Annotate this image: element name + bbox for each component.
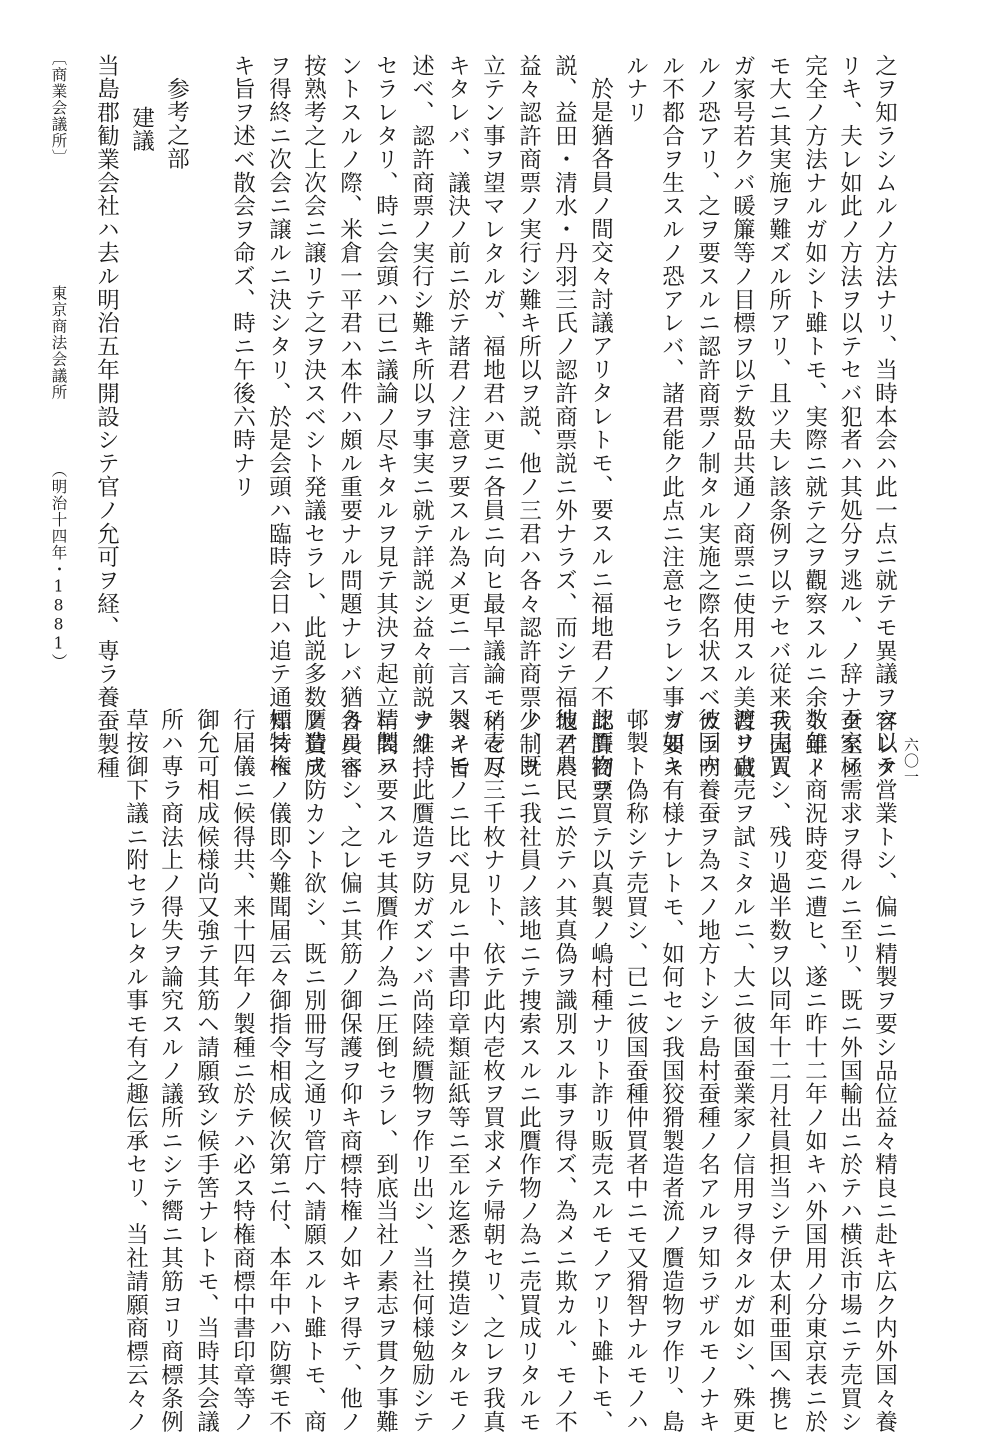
top-column: ガ家号若クバ暖簾等ノ目標ヲ以テ数品共通ノ商票ニ使用スル美習ヲ破 [729,54,756,780]
bottom-column: 蚕家ノ需求ヲ得ルニ至リ、既ニ外国輸出ニ於テハ横浜市場ニテ売買シ [836,708,863,1433]
top-column: 之ヲ知ラシムルノ方法ナリ、当時本会ハ此一点ニ就テモ異議ヲ容レタ [871,54,898,780]
top-column: ントスルノ際、米倉一平君ハ本件ハ頗ル重要ナル問題ナレバ猶各員審 [336,54,363,780]
top-column: 当島郡勧業会社ハ去ル明治五年開設シテ官ノ允可ヲ経、専ラ養蚕製種 [93,54,120,780]
section-subheading: 建議 [128,106,155,153]
bottom-column: ガ如キ有様ナレトモ、如何セン我国狡猾製造者流ノ贋造物ヲ作リ、島 [658,708,685,1433]
bottom-column: 標特権ノ儀即今難聞届云々御指令相成候次第ニ付、本年中ハ防禦モ不 [265,708,292,1433]
top-column: セラレタリ、時ニ会頭ハ已ニ議論ノ尽キタルヲ見テ其決ヲ起立ニ問ハ [372,54,399,780]
footer-category: 〔商業会議所〕 [49,50,68,166]
bottom-column: 製ノモノニ比べ見ルニ中書印章類証紙等ニ至ル迄悉ク摸造シタルモノ [444,708,471,1433]
bottom-column: 邨製ト偽称シテ売買シ、已ニ彼国蚕種仲買者中ニモ又猾智ナルモノハ [622,708,649,1433]
top-column: モ大ニ其実施ヲ難ズル所アリ、且ツ夫レ該条例ヲ以テセバ従来我国人 [765,54,792,780]
footer-date: （明治十四年・1881） [49,462,68,670]
bottom-column: 数年ノ商況時変ニ遭ヒ、遂ニ昨十二年ノ如キハ外国用ノ分東京表ニ於 [801,708,828,1433]
bottom-column: 精製ヲ要スルモ其贋作ノ為ニ圧倒セラレ、到底当社ノ素志ヲ貫ク事難 [372,708,399,1433]
top-column: 立テン事ヲ望マレタルガ、福地君ハ更ニ各員ニ向ヒ最早議論モ稍々尽 [479,54,506,780]
bottom-column: 贋造ヲ防カント欲シ、既ニ別冊写之通リ管庁ヘ請願スルト雖トモ、商 [300,708,327,1433]
bottom-column: 所ハ専ラ商法上ノ得失ヲ論究スルノ議所ニシテ嚮ニ其筋ヨリ商標条例 [157,708,184,1433]
section-heading: 参考之部 [163,77,190,171]
top-column: 益々認許商票ノ実行シ難キ所以ヲ説、他ノ三君ハ各々認許商票ノ制ヲ [515,54,542,780]
bottom-column: 此贋物ヲ買テ以真製ノ嶋村種ナリト詐リ販売スルモノアリト雖トモ、 [587,708,614,1433]
bottom-column: 彼国内養蚕ヲ為スノ地方トシテ島村蚕種ノ名アルヲ知ラザルモノナキ [694,708,721,1433]
top-column: 完全ノ方法ナルガ如シト雖トモ、実際ニ就テ之ヲ觀察スルニ余ト雖ト [801,54,828,780]
bottom-column: テ売買シ、残リ過半数ヲ以同年十二月社員担当シテ伊太利亜国ヘ携ヒ [765,708,792,1433]
top-column: ルノ恐アリ、之ヲ要スルニ認許商票ノ制タル実施之際名状スベカラザ [694,54,721,780]
bottom-column: ナリ、此贋造ヲ防ガズンバ尚陸続贋物ヲ作リ出シ、当社何様勉励シテ [408,708,435,1433]
bottom-column: 御允可相成候様尚又強テ其筋ヘ請願致シ候手筈ナレトモ、当時其会議 [193,708,220,1433]
bottom-column: ノ壱万三千枚ナリト、依テ此内壱枚ヲ買求メテ帰朝セリ、之レヲ我真 [479,708,506,1433]
top-column: リキ、夫レ如此ノ方法ヲ以テセバ犯者ハ其処分ヲ逃ル、ノ辞ナク至極 [836,54,863,780]
bottom-column: 草按御下議ニ附セラレタル事モ有之趣伝承セリ、当社請願商標云々ノ [122,708,149,1433]
bottom-column: カルヘシ、之レ偏ニ其筋ノ御保護ヲ仰キ商標特権ノ如キヲ得テ、他ノ [336,708,363,1433]
bottom-column: 行届儀ニ候得共、来十四年ノ製種ニ於テハ必ス特権商標中書印章等ノ [229,708,256,1433]
top-column: キタレバ、議決ノ前ニ於テ諸君ノ注意ヲ要スル為メ更ニ一言スベキ旨 [444,54,471,780]
page-number: 六〇一 [902,737,920,785]
bottom-column: 渡リ直売ヲ試ミタルニ、大ニ彼国蚕業家ノ信用ヲ得タルガ如シ、殊更 [729,708,756,1433]
top-column: 述ベ、認許商票ノ実行シ難キ所以ヲ事実ニ就テ詳説シ益々前説ヲ維持 [408,54,435,780]
top-column: キ旨ヲ述ベ散会ヲ命ズ、時ニ午後六時ナリ [229,54,256,499]
top-column: 説、益田・清水・丹羽三氏ノ認許商票説ニ外ナラズ、而シテ福地君ハ [551,54,578,780]
bottom-column: 彼ノ農民ニ於テハ其真偽ヲ識別スル事ヲ得ズ、為メニ欺カル、モノ不 [551,708,578,1433]
footer-organization: 東京商法会議所 [49,285,68,401]
top-column: ルナリ [622,54,649,125]
bottom-column: ヲ以テ営業トシ、偏ニ精製ヲ要シ品位益々精良ニ赴キ広ク内外国々養 [871,708,898,1433]
top-column: ル不都合ヲ生スルノ恐アレバ、諸君能ク此点ニ注意セラレン事ヲ要ス [658,54,685,780]
bottom-column: 少、既ニ我社員ノ該地ニテ捜索スルニ此贋作物ノ為ニ売買成リタルモ [515,708,542,1433]
top-column: 於是猶各員ノ間交々討議アリタレトモ、要スルニ福地君ノ不認許商票 [587,77,614,803]
top-column: ヲ得終ニ次会ニ譲ルニ決シタリ、於是会頭ハ臨時会日ハ追テ通知スベ [265,54,292,780]
top-column: 按熟考之上次会ニ譲リテ之ヲ決スベシト発議セラレ、此説多数ノ賛成 [300,54,327,780]
